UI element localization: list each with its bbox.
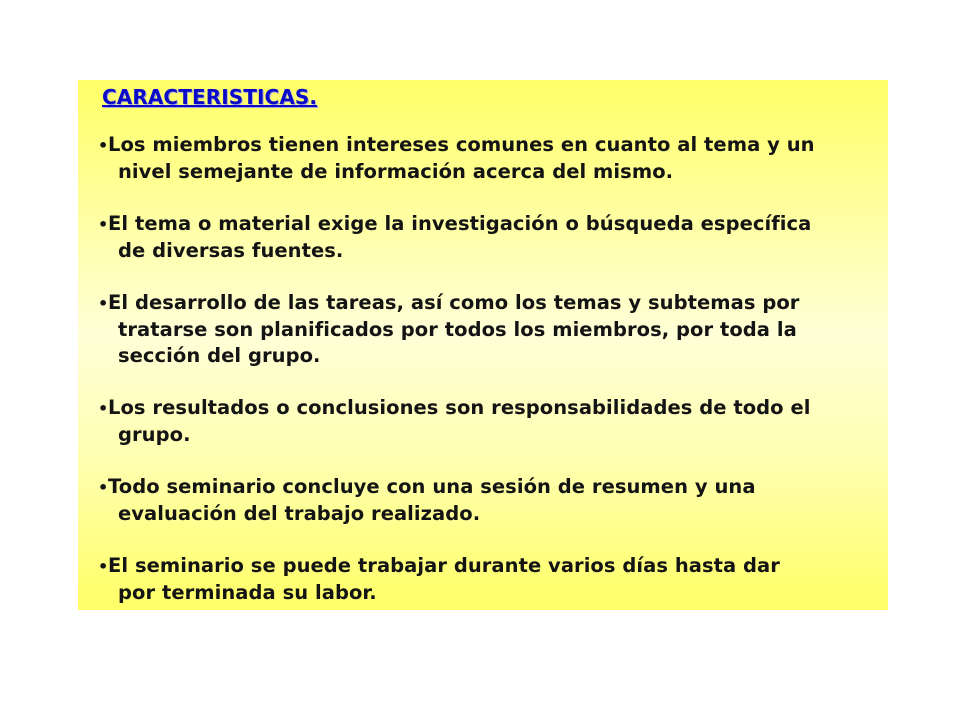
list-item-text: Los miembros tienen intereses comunes en cuanto al tema y un nivel semejante de información acerca del mismo. (108, 133, 815, 183)
list-item-text: El seminario se puede trabajar durante varios días hasta dar por terminada su labor. (108, 554, 780, 604)
list-item-text: Todo seminario concluye con una sesión de resumen y una evaluación del trabajo realizado. (108, 475, 756, 525)
list-item (88, 211, 874, 264)
bullet-icon: • (98, 399, 109, 418)
bullet-icon: • (98, 215, 109, 234)
characteristics-list (88, 132, 874, 606)
content-panel (78, 80, 888, 610)
list-item-text: El tema o material exige la investigación o búsqueda específica de diversas fuentes. (108, 212, 812, 262)
list-item (88, 290, 874, 369)
bullet-icon: • (98, 478, 109, 497)
list-item (88, 132, 874, 185)
list-item-text: Los resultados o conclusiones son responsabilidades de todo el grupo. (108, 396, 811, 446)
bullet-icon: • (98, 557, 109, 576)
list-item (88, 395, 874, 448)
list-item (88, 553, 874, 606)
section-heading: CARACTERISTICAS. (102, 85, 318, 109)
list-item-text: El desarrollo de las tareas, así como los temas y subtemas por tratarse son planificados por todos los miembros, por toda la sección del grupo. (108, 291, 800, 367)
bullet-icon: • (98, 294, 109, 313)
bullet-icon: • (98, 136, 109, 155)
list-item (88, 474, 874, 527)
